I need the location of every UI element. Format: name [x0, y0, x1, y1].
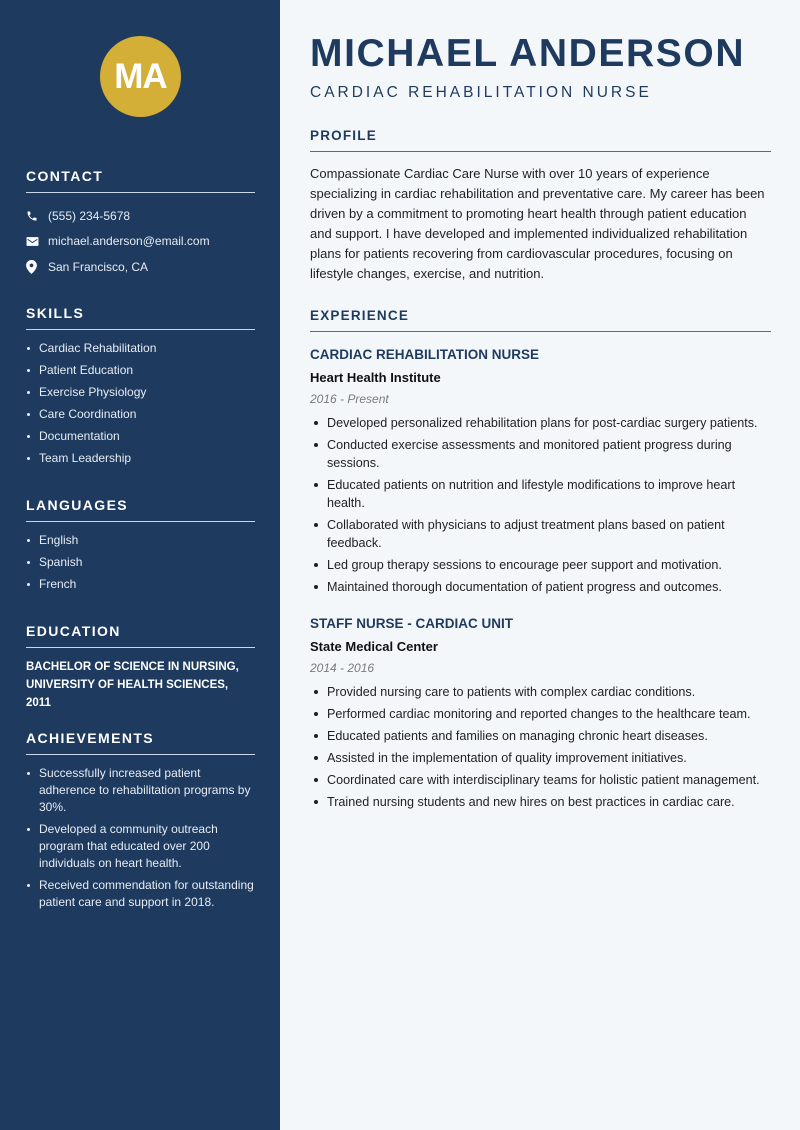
achievements-section [26, 730, 255, 916]
profile-heading: PROFILE [310, 128, 771, 152]
achievement-item: Successfully increased patient adherence to rehabilitation programs by 30%. [26, 765, 255, 816]
language-item: Spanish [26, 554, 255, 571]
job-bullet: Educated patients and families on managing chronic heart diseases. [310, 727, 771, 745]
job-bullet: Assisted in the implementation of quality improvement initiatives. [310, 749, 771, 767]
location-pin-icon [26, 260, 48, 274]
sidebar [0, 0, 280, 1130]
candidate-name: MICHAEL ANDERSON [310, 32, 746, 75]
achievement-item: Received commendation for outstanding patient care and support in 2018. [26, 877, 255, 911]
language-item: English [26, 532, 255, 549]
skill-item: Documentation [26, 428, 255, 445]
job-title: CARDIAC REHABILITATION NURSE [310, 347, 539, 362]
job-dates: 2014 - 2016 [310, 661, 375, 675]
language-item: French [26, 576, 255, 593]
education-section [26, 623, 255, 712]
achievements-heading: ACHIEVEMENTS [26, 730, 255, 755]
job-bullet: Educated patients on nutrition and lifestyle modifications to improve heart health. [310, 476, 771, 512]
contact-phone [26, 203, 255, 229]
education-school: UNIVERSITY OF HEALTH SCIENCES, 2011 [26, 679, 229, 709]
job-company: Heart Health Institute [310, 370, 441, 385]
education-heading: EDUCATION [26, 623, 255, 648]
skill-item: Exercise Physiology [26, 384, 255, 401]
skill-item: Care Coordination [26, 406, 255, 423]
contact-email [26, 229, 255, 255]
location-text: San Francisco, CA [48, 259, 149, 274]
job-bullet: Developed personalized rehabilitation plans for post-cardiac surgery patients. [310, 414, 771, 432]
skill-item: Team Leadership [26, 450, 255, 467]
languages-section [26, 497, 255, 598]
achievement-item: Developed a community outreach program that educated over 200 individuals on heart health. [26, 821, 255, 872]
job-bullets [310, 683, 771, 811]
skill-item: Cardiac Rehabilitation [26, 340, 255, 357]
candidate-title: CARDIAC REHABILITATION NURSE [310, 84, 652, 101]
job-bullet: Provided nursing care to patients with complex cardiac conditions. [310, 683, 771, 701]
job-bullet: Led group therapy sessions to encourage peer support and motivation. [310, 556, 771, 574]
skills-section [26, 305, 255, 472]
phone-text: (555) 234-5678 [48, 208, 131, 223]
contact-section [26, 168, 255, 280]
job-bullet: Performed cardiac monitoring and reported changes to the healthcare team. [310, 705, 771, 723]
job-entry [310, 614, 771, 815]
job-bullet: Coordinated care with interdisciplinary teams for holistic patient management. [310, 771, 771, 789]
email-icon [26, 236, 48, 247]
avatar-initials: MA [114, 56, 167, 96]
email-text: michael.anderson@email.com [48, 234, 210, 249]
skills-list [26, 340, 255, 467]
job-dates: 2016 - Present [310, 392, 389, 406]
job-bullets [310, 414, 771, 596]
achievements-list [26, 765, 255, 911]
phone-icon [26, 210, 48, 222]
contact-location [26, 254, 255, 280]
job-bullet: Trained nursing students and new hires on best practices in cardiac care. [310, 793, 771, 811]
contact-heading: CONTACT [26, 168, 255, 193]
avatar [100, 36, 181, 117]
job-bullet: Collaborated with physicians to adjust treatment plans based on patient feedback. [310, 516, 771, 552]
skill-item: Patient Education [26, 362, 255, 379]
job-title: STAFF NURSE - CARDIAC UNIT [310, 616, 513, 631]
languages-list [26, 532, 255, 593]
job-bullet: Maintained thorough documentation of patient progress and outcomes. [310, 578, 771, 596]
languages-heading: LANGUAGES [26, 497, 255, 522]
education-degree: BACHELOR OF SCIENCE IN NURSING, [26, 661, 239, 673]
job-company: State Medical Center [310, 639, 438, 654]
profile-text: Compassionate Cardiac Care Nurse with over 10 years of experience specializing in cardiac rehabilitation and preventative care. My career has been driven by a commitment to promoting heart health through patient education and support. I have developed and implemented individualized rehabilitation plans for patients recovering from cardiovascular procedures, focusing on lifestyle changes, exercise, and nutrition. [310, 166, 765, 281]
job-bullet: Conducted exercise assessments and monitored patient progress during sessions. [310, 436, 771, 472]
experience-heading: EXPERIENCE [310, 308, 771, 332]
skills-heading: SKILLS [26, 305, 255, 330]
job-entry [310, 345, 771, 600]
